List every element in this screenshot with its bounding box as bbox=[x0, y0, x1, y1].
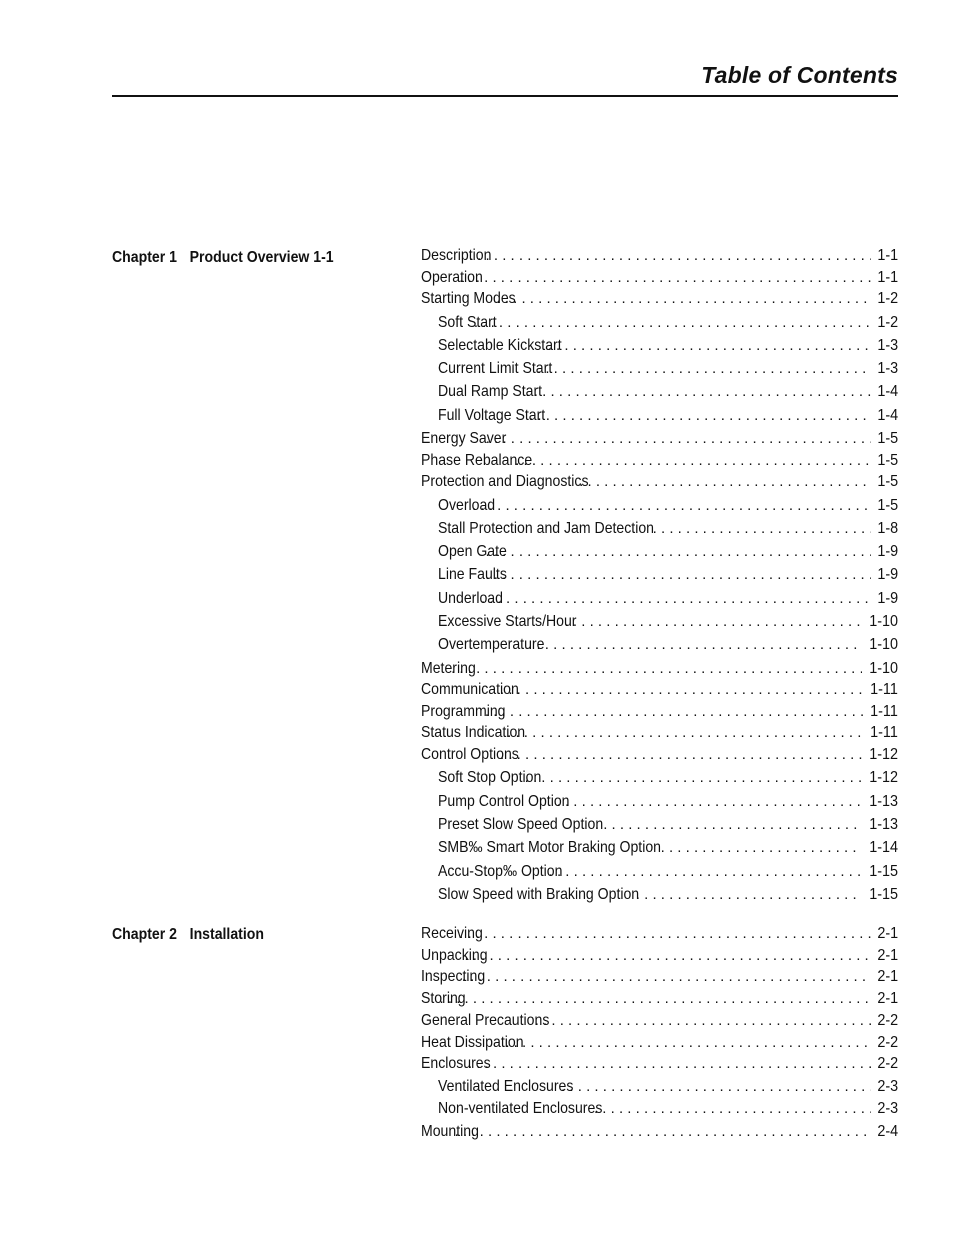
toc-entry-label: Dual Ramp Start bbox=[438, 383, 543, 401]
toc-entry-page: 1-2 bbox=[877, 313, 898, 331]
toc-entry[interactable] bbox=[421, 247, 898, 267]
toc-entry-label: Slow Speed with Braking Option bbox=[438, 885, 640, 903]
toc-entry-page: 1-10 bbox=[869, 659, 898, 677]
dot-leader bbox=[535, 1012, 871, 1029]
dot-leader bbox=[525, 383, 870, 400]
toc-entry-page: 1-1 bbox=[877, 268, 898, 286]
dot-leader bbox=[579, 473, 871, 490]
toc-entry[interactable] bbox=[421, 452, 898, 472]
toc-entry-page: 2-4 bbox=[877, 1123, 898, 1140]
toc-entry-page: 1-13 bbox=[869, 792, 898, 810]
toc-entry-page: 2-1 bbox=[877, 968, 898, 986]
header-rule bbox=[112, 95, 898, 97]
toc-entry-page: 1-10 bbox=[869, 613, 898, 630]
toc-entry-page: 2-1 bbox=[877, 925, 898, 942]
dot-leader bbox=[594, 1100, 871, 1117]
toc-entry[interactable] bbox=[438, 497, 898, 517]
toc-entry-label: SMB‰ Smart Motor Braking Option bbox=[438, 839, 662, 857]
toc-entry-page: 1-14 bbox=[869, 839, 898, 857]
toc-entry[interactable] bbox=[421, 724, 898, 744]
toc-entry-label: Full Voltage Start bbox=[438, 406, 546, 424]
dot-leader bbox=[500, 746, 862, 763]
toc-entry-page: 1-9 bbox=[877, 589, 898, 607]
toc-entry[interactable] bbox=[421, 1055, 898, 1075]
toc-entry-label: Enclosures bbox=[421, 1055, 491, 1073]
toc-entry-label: Energy Saver bbox=[421, 430, 507, 447]
toc-entry-page: 1-4 bbox=[877, 383, 898, 401]
toc-entry-page: 1-3 bbox=[877, 336, 898, 354]
toc-entry-label: Communication bbox=[421, 681, 519, 699]
toc-entry[interactable] bbox=[421, 746, 898, 766]
toc-entry-label: Description bbox=[421, 247, 492, 264]
toc-entry-label: Pump Control Option bbox=[438, 792, 570, 810]
toc-entry-label: Mounting bbox=[421, 1123, 479, 1140]
toc-entry[interactable] bbox=[438, 793, 898, 813]
dot-leader bbox=[486, 430, 871, 447]
chapter-2-heading bbox=[112, 926, 264, 944]
toc-entry-label: Line Faults bbox=[438, 566, 507, 584]
toc-entry-label: Unpacking bbox=[421, 946, 488, 964]
toc-entry[interactable] bbox=[421, 1123, 898, 1143]
toc-entry-label: Selectable Kickstart bbox=[438, 336, 562, 354]
toc-entry-page: 1-9 bbox=[877, 543, 898, 561]
toc-entry-page: 1-5 bbox=[877, 430, 898, 447]
dot-leader bbox=[455, 1123, 871, 1140]
page-title: Table of Contents bbox=[701, 62, 898, 88]
toc-entry[interactable] bbox=[438, 337, 898, 357]
toc-entry[interactable] bbox=[421, 990, 898, 1010]
toc-entry-page: 1-10 bbox=[869, 636, 898, 654]
dot-leader bbox=[548, 337, 871, 354]
chapter-title: Product Overview 1-1 bbox=[189, 249, 334, 266]
toc-entry-page: 1-12 bbox=[869, 746, 898, 763]
toc-entry[interactable] bbox=[438, 613, 898, 633]
toc-entry[interactable] bbox=[421, 1012, 898, 1032]
toc-entry[interactable] bbox=[438, 886, 898, 906]
toc-entry-page: 1-15 bbox=[869, 885, 898, 903]
toc-entry[interactable] bbox=[421, 968, 898, 988]
dot-leader bbox=[440, 990, 871, 1007]
toc-entry-page: 1-9 bbox=[877, 566, 898, 584]
toc-entry-label: Preset Slow Speed Option bbox=[438, 815, 604, 833]
toc-entry-label: Excessive Starts/Hour bbox=[438, 613, 577, 630]
toc-entry-page: 2-3 bbox=[877, 1100, 898, 1118]
dot-leader bbox=[595, 816, 862, 833]
toc-entry-label: Heat Dissipation bbox=[421, 1033, 524, 1051]
toc-entry-label: Protection and Diagnostics bbox=[421, 473, 589, 491]
toc-entry[interactable] bbox=[438, 1100, 898, 1120]
toc-entry[interactable] bbox=[438, 520, 898, 540]
toc-entry-label: Overtemperature bbox=[438, 636, 545, 654]
toc-entry[interactable] bbox=[421, 269, 898, 289]
dot-leader bbox=[469, 247, 871, 264]
toc-entry-label: Accu-Stop‰ Option bbox=[438, 862, 563, 880]
toc-entry-page: 2-3 bbox=[877, 1077, 898, 1095]
toc-entry-label: Inspecting bbox=[421, 968, 486, 986]
toc-entry[interactable] bbox=[421, 925, 898, 945]
toc-entry-page: 1-5 bbox=[877, 496, 898, 514]
dot-leader bbox=[474, 314, 871, 331]
toc-entry[interactable] bbox=[438, 566, 898, 586]
dot-leader bbox=[459, 925, 871, 942]
toc-entry[interactable] bbox=[438, 407, 898, 427]
dot-leader bbox=[485, 566, 870, 583]
dot-leader bbox=[636, 886, 862, 903]
dot-leader bbox=[485, 543, 870, 560]
dot-leader bbox=[515, 452, 871, 469]
toc-entry[interactable] bbox=[438, 816, 898, 836]
dot-leader bbox=[464, 947, 870, 964]
toc-entry[interactable] bbox=[438, 314, 898, 334]
toc-entry-label: Receiving bbox=[421, 925, 483, 942]
toc-entry-page: 2-1 bbox=[877, 946, 898, 964]
toc-entry-page: 2-2 bbox=[877, 1055, 898, 1073]
toc-entry-page: 1-15 bbox=[869, 862, 898, 880]
dot-leader bbox=[565, 613, 862, 630]
toc-entry[interactable] bbox=[421, 947, 898, 967]
dot-leader bbox=[528, 636, 862, 653]
chapter-number: Chapter 1 bbox=[112, 249, 177, 266]
toc-entry[interactable] bbox=[421, 660, 898, 680]
dot-leader bbox=[468, 1055, 871, 1072]
toc-entry[interactable] bbox=[421, 703, 898, 723]
toc-entry-label: Open Gate bbox=[438, 543, 507, 561]
toc-entry[interactable] bbox=[438, 636, 898, 656]
toc-entry[interactable] bbox=[438, 383, 898, 403]
toc-entry-page: 1-4 bbox=[877, 406, 898, 424]
dot-leader bbox=[537, 360, 871, 377]
toc-entry-page: 1-8 bbox=[877, 519, 898, 537]
toc-entry[interactable] bbox=[438, 590, 898, 610]
toc-entry-label: Soft Stop Option bbox=[438, 769, 542, 787]
toc-entry-page: 1-13 bbox=[869, 815, 898, 833]
toc-entry-label: Current Limit Start bbox=[438, 360, 553, 378]
dot-leader bbox=[459, 269, 871, 286]
toc-entry-page: 1-1 bbox=[877, 247, 898, 264]
toc-entry-label: Non-ventilated Enclosures bbox=[438, 1100, 603, 1118]
toc-entry[interactable] bbox=[438, 1078, 898, 1098]
chapter-1-heading bbox=[112, 249, 334, 267]
dot-leader bbox=[525, 769, 862, 786]
chapter-number: Chapter 2 bbox=[112, 926, 177, 943]
toc-entry-label: Programming bbox=[421, 702, 506, 720]
toc-entry-page: 2-1 bbox=[877, 990, 898, 1008]
toc-entry-page: 2-2 bbox=[877, 1033, 898, 1051]
toc-entry-label: Stall Protection and Jam Detection bbox=[438, 519, 655, 537]
toc-entry-page: 1-11 bbox=[870, 681, 898, 699]
toc-entry-label: Operation bbox=[421, 268, 483, 286]
toc-entry[interactable] bbox=[438, 769, 898, 789]
dot-leader bbox=[496, 290, 870, 307]
dot-leader bbox=[462, 968, 871, 985]
toc-entry-page: 1-3 bbox=[877, 360, 898, 378]
dot-leader bbox=[529, 407, 871, 424]
dot-leader bbox=[481, 590, 871, 607]
dot-leader bbox=[557, 793, 862, 810]
toc-entry-label: Status Indication bbox=[421, 724, 526, 742]
toc-entry-label: Underload bbox=[438, 589, 503, 607]
toc-entry-page: 1-12 bbox=[869, 769, 898, 787]
toc-entry[interactable] bbox=[438, 543, 898, 563]
toc-entry[interactable] bbox=[438, 863, 898, 883]
chapter-title: Installation bbox=[189, 926, 264, 943]
toc-entry-page: 1-11 bbox=[870, 702, 898, 720]
toc-entry-page: 1-5 bbox=[877, 473, 898, 491]
toc-entry[interactable] bbox=[421, 1034, 898, 1054]
toc-entry[interactable] bbox=[438, 839, 898, 859]
toc-entry-label: Ventilated Enclosures bbox=[438, 1077, 574, 1095]
toc-entry[interactable] bbox=[421, 473, 898, 493]
dot-leader bbox=[561, 1078, 871, 1095]
toc-entry-label: Starting Modes bbox=[421, 290, 516, 308]
toc-entry-label: Soft Start bbox=[438, 313, 497, 331]
toc-entry-label: Phase Rebalance bbox=[421, 451, 533, 469]
toc-entry-label: Overload bbox=[438, 496, 496, 514]
dot-leader bbox=[505, 1034, 871, 1051]
dot-leader bbox=[485, 703, 863, 720]
dot-leader bbox=[472, 497, 871, 514]
dot-leader bbox=[507, 724, 863, 741]
toc-entry[interactable] bbox=[421, 430, 898, 450]
dot-leader bbox=[451, 660, 862, 677]
toc-entry-label: Control Options bbox=[421, 746, 519, 763]
toc-entry-page: 1-11 bbox=[870, 724, 898, 742]
toc-entry-label: Metering bbox=[421, 659, 476, 677]
toc-entry-page: 1-2 bbox=[877, 290, 898, 308]
dot-leader bbox=[549, 863, 862, 880]
toc-entry-label: General Precautions bbox=[421, 1011, 550, 1029]
dot-leader bbox=[661, 839, 862, 856]
toc-entry[interactable] bbox=[421, 681, 898, 701]
toc-entry[interactable] bbox=[421, 290, 898, 310]
dot-leader bbox=[500, 681, 863, 698]
toc-entry-page: 2-2 bbox=[877, 1011, 898, 1029]
toc-entry-page: 1-5 bbox=[877, 451, 898, 469]
dot-leader bbox=[653, 520, 871, 537]
toc-entry[interactable] bbox=[438, 360, 898, 380]
toc-entry-label: Storing bbox=[421, 990, 466, 1008]
